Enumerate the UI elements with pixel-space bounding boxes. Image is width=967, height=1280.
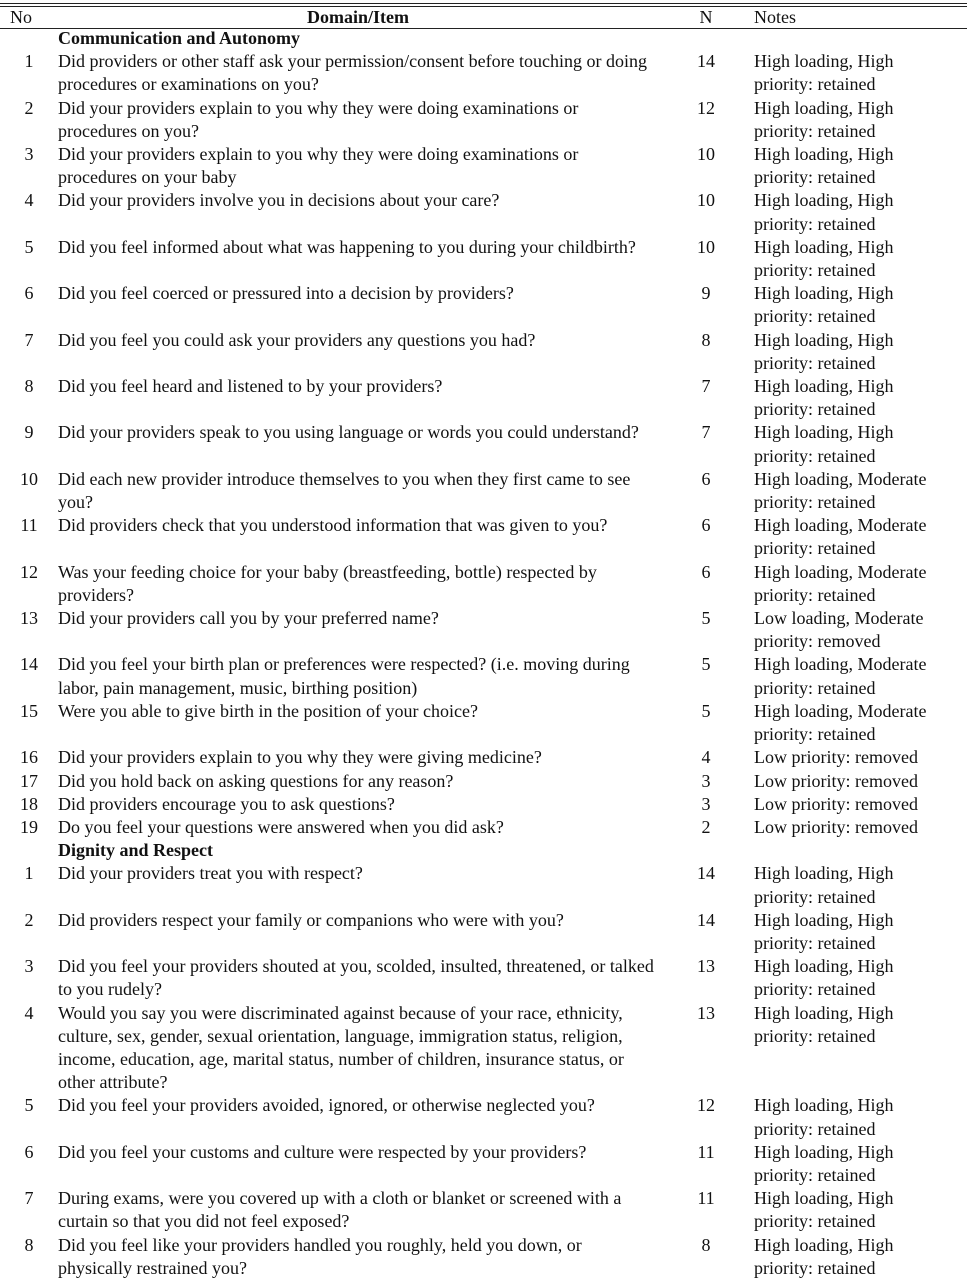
item-number: 2	[24, 97, 34, 118]
notes-line-2: priority: retained	[754, 352, 876, 373]
table-row	[0, 1234, 967, 1280]
item-number: 4	[24, 1002, 34, 1023]
item-number: 3	[24, 956, 34, 977]
item-notes	[754, 375, 967, 421]
notes-line-2: priority: retained	[754, 213, 876, 234]
item-question: Did you feel heard and listened to by your providers?	[58, 376, 443, 397]
item-n-count: 12	[697, 1095, 715, 1116]
notes-line-1: High loading, High	[754, 51, 894, 72]
notes-line-1: High loading, Moderate	[754, 700, 927, 721]
item-question: Did you feel like your providers handled you roughly, held you down, or physically restrained you?	[58, 1234, 582, 1278]
notes-line-1: High loading, High	[754, 190, 894, 211]
notes-line-2: priority: retained	[754, 677, 876, 698]
table-row	[0, 793, 967, 816]
notes-line-2: priority: retained	[754, 886, 876, 907]
item-number: 3	[24, 144, 34, 165]
item-notes	[754, 236, 967, 282]
notes-line-1: High loading, High	[754, 956, 894, 977]
domain-no-cell	[0, 27, 58, 50]
table-row	[0, 1094, 967, 1140]
item-notes	[754, 653, 967, 699]
domain-row	[0, 839, 967, 862]
notes-line-2: priority: retained	[754, 120, 876, 141]
header-row	[0, 7, 967, 27]
domain-row	[0, 27, 967, 50]
item-question: Did you feel your birth plan or preferences were respected? (i.e. moving during labor, pain management, music, birthing position)	[58, 654, 630, 698]
notes-line-1: High loading, High	[754, 1141, 894, 1162]
notes-line-2: priority: retained	[754, 1257, 876, 1278]
item-n-count: 10	[697, 190, 715, 211]
item-n-count: 5	[701, 654, 711, 675]
item-notes	[754, 909, 967, 955]
item-n-count: 12	[697, 97, 715, 118]
item-n-count: 8	[701, 1234, 711, 1255]
item-question: Did your providers speak to you using language or words you could understand?	[58, 422, 639, 443]
table-row	[0, 862, 967, 908]
item-question: Did your providers treat you with respect?	[58, 863, 363, 884]
domain-heading: Communication and Autonomy	[58, 28, 301, 48]
item-notes	[754, 468, 967, 514]
table-row	[0, 421, 967, 467]
item-number: 1	[24, 51, 34, 72]
item-question: Did you feel coerced or pressured into a decision by providers?	[58, 283, 514, 304]
item-n-count: 9	[701, 283, 711, 304]
item-question: Did you feel you could ask your providers any questions you had?	[58, 329, 536, 350]
top-rule	[0, 3, 967, 4]
item-question: Did your providers explain to you why they were doing examinations or procedures on you?	[58, 97, 579, 141]
table-row	[0, 561, 967, 607]
item-n-count: 6	[701, 468, 711, 489]
table-row	[0, 816, 967, 839]
item-question: Did your providers call you by your preferred name?	[58, 608, 439, 629]
item-notes	[754, 862, 967, 908]
item-question: Did you feel your customs and culture were respected by your providers?	[58, 1141, 587, 1162]
notes-line-2: priority: retained	[754, 492, 876, 513]
header-no: No	[10, 7, 32, 27]
item-question: Was your feeding choice for your baby (breastfeeding, bottle) respected by providers?	[58, 561, 597, 605]
notes-line-2: priority: retained	[754, 724, 876, 745]
item-n-count: 14	[697, 909, 715, 930]
item-number: 15	[20, 700, 38, 721]
item-n-count: 5	[701, 608, 711, 629]
notes-line-1: High loading, High	[754, 909, 894, 930]
notes-line-2: priority: retained	[754, 1025, 876, 1046]
item-question: Did you feel your providers shouted at you, scolded, insulted, threatened, or talked to you rudely?	[58, 956, 654, 1000]
item-number: 6	[24, 283, 34, 304]
notes-line-2: priority: retained	[754, 584, 876, 605]
table-row	[0, 653, 967, 699]
item-number: 17	[20, 770, 38, 791]
notes-line-1: High loading, High	[754, 144, 894, 165]
header-n: N	[699, 7, 713, 27]
item-number: 4	[24, 190, 34, 211]
item-n-count: 5	[701, 700, 711, 721]
item-notes	[754, 700, 967, 746]
header-domain-item: Domain/Item	[307, 7, 409, 27]
table-row	[0, 1141, 967, 1187]
item-notes	[754, 561, 967, 607]
item-n-count: 14	[697, 51, 715, 72]
table-row	[0, 329, 967, 375]
item-notes	[754, 189, 967, 235]
item-notes	[754, 793, 967, 816]
item-notes	[754, 1094, 967, 1140]
item-notes	[754, 1234, 967, 1280]
item-number: 18	[20, 793, 38, 814]
item-number: 7	[24, 329, 34, 350]
notes-line-1: Low priority: removed	[754, 793, 918, 814]
item-notes	[754, 746, 967, 769]
item-n-count: 6	[701, 561, 711, 582]
notes-line-1: High loading, Moderate	[754, 654, 927, 675]
item-notes	[754, 143, 967, 189]
notes-line-2: priority: retained	[754, 399, 876, 420]
notes-line-2: priority: retained	[754, 74, 876, 95]
notes-line-2: priority: retained	[754, 538, 876, 559]
item-notes	[754, 770, 967, 793]
table-body	[0, 27, 967, 1280]
header-notes: Notes	[754, 7, 796, 27]
item-n-count: 6	[701, 515, 711, 536]
notes-line-1: High loading, High	[754, 97, 894, 118]
notes-line-1: Low priority: removed	[754, 770, 918, 791]
table-row	[0, 97, 967, 143]
notes-line-1: Low priority: removed	[754, 816, 918, 837]
table-row	[0, 955, 967, 1001]
item-notes	[754, 955, 967, 1001]
item-n-count: 11	[697, 1141, 715, 1162]
item-question: Did each new provider introduce themselves to you when they first came to see you?	[58, 468, 631, 513]
item-number: 14	[20, 654, 38, 675]
item-question: Did providers check that you understood information that was given to you?	[58, 515, 608, 536]
item-n-count: 10	[697, 144, 715, 165]
item-question: During exams, were you covered up with a cloth or blanket or screened with a curtain so that you did not feel exposed?	[58, 1188, 622, 1232]
item-question: Did you feel informed about what was happening to you during your childbirth?	[58, 236, 636, 257]
item-number: 13	[20, 608, 38, 629]
item-n-count: 7	[701, 422, 711, 443]
item-number: 11	[20, 515, 38, 536]
table-row	[0, 607, 967, 653]
item-notes	[754, 607, 967, 653]
item-number: 7	[24, 1188, 34, 1209]
item-notes	[754, 282, 967, 328]
item-number: 5	[24, 236, 34, 257]
domain-heading: Dignity and Respect	[58, 840, 214, 861]
notes-line-1: High loading, High	[754, 1002, 894, 1023]
notes-line-1: High loading, High	[754, 863, 894, 884]
notes-line-2: priority: retained	[754, 306, 876, 327]
item-n-count: 10	[697, 236, 715, 257]
table-row	[0, 189, 967, 235]
item-notes	[754, 50, 967, 96]
notes-line-1: High loading, Moderate	[754, 515, 927, 536]
item-n-count: 7	[701, 376, 711, 397]
notes-line-1: High loading, Moderate	[754, 468, 927, 489]
item-notes	[754, 329, 967, 375]
notes-line-1: High loading, High	[754, 329, 894, 350]
item-number: 1	[24, 863, 34, 884]
item-notes	[754, 1002, 967, 1095]
item-number: 10	[20, 468, 38, 489]
notes-line-1: High loading, High	[754, 1188, 894, 1209]
item-number: 6	[24, 1141, 34, 1162]
item-n-count: 8	[701, 329, 711, 350]
notes-line-2: priority: retained	[754, 260, 876, 281]
table-row	[0, 468, 967, 514]
table-row	[0, 1002, 967, 1095]
domain-no-cell	[0, 839, 58, 862]
table-row	[0, 282, 967, 328]
item-n-count: 2	[701, 816, 711, 837]
item-n-count: 11	[697, 1188, 715, 1209]
notes-line-2: priority: retained	[754, 979, 876, 1000]
item-question: Did you hold back on asking questions for any reason?	[58, 770, 454, 791]
notes-line-1: Low priority: removed	[754, 747, 918, 768]
notes-line-2: priority: retained	[754, 1118, 876, 1139]
item-notes	[754, 816, 967, 839]
table-row	[0, 236, 967, 282]
notes-line-1: High loading, High	[754, 1234, 894, 1255]
items-table	[0, 7, 967, 1280]
item-question: Did providers or other staff ask your permission/consent before touching or doing procedures or examinations on you?	[58, 51, 648, 95]
item-question: Did you feel your providers avoided, ignored, or otherwise neglected you?	[58, 1095, 595, 1116]
notes-line-1: High loading, Moderate	[754, 561, 927, 582]
table-row	[0, 746, 967, 769]
item-number: 16	[20, 747, 38, 768]
notes-line-1: High loading, High	[754, 283, 894, 304]
item-question: Do you feel your questions were answered when you did ask?	[58, 816, 504, 837]
item-n-count: 4	[701, 747, 711, 768]
table-row	[0, 50, 967, 96]
notes-line-2: priority: retained	[754, 1211, 876, 1232]
notes-line-2: priority: retained	[754, 167, 876, 188]
item-number: 2	[24, 909, 34, 930]
table-row	[0, 700, 967, 746]
notes-line-1: High loading, High	[754, 376, 894, 397]
item-n-count: 3	[701, 793, 711, 814]
item-number: 19	[20, 816, 38, 837]
notes-line-1: High loading, High	[754, 1095, 894, 1116]
table-row	[0, 143, 967, 189]
notes-line-1: High loading, High	[754, 422, 894, 443]
item-notes	[754, 514, 967, 560]
item-n-count: 13	[697, 1002, 715, 1023]
item-question: Did providers encourage you to ask questions?	[58, 793, 395, 814]
item-n-count: 3	[701, 770, 711, 791]
item-notes	[754, 97, 967, 143]
item-question: Did your providers explain to you why they were doing examinations or procedures on your baby	[58, 144, 579, 188]
item-number: 8	[24, 1234, 34, 1255]
notes-line-1: High loading, High	[754, 236, 894, 257]
table-row	[0, 514, 967, 560]
table-row	[0, 909, 967, 955]
notes-line-2: priority: retained	[754, 445, 876, 466]
item-number: 12	[20, 561, 38, 582]
item-n-count: 13	[697, 956, 715, 977]
item-question: Did providers respect your family or companions who were with you?	[58, 909, 564, 930]
table-row	[0, 770, 967, 793]
notes-line-2: priority: retained	[754, 1164, 876, 1185]
item-question: Did your providers explain to you why they were giving medicine?	[58, 747, 542, 768]
notes-line-2: priority: removed	[754, 631, 881, 652]
item-number: 8	[24, 376, 34, 397]
item-question: Did your providers involve you in decisions about your care?	[58, 190, 500, 211]
item-notes	[754, 1141, 967, 1187]
notes-line-1: Low loading, Moderate	[754, 608, 924, 629]
item-question: Would you say you were discriminated against because of your race, ethnicity, culture, sex, gender, sexual orientation, language, immigration status, religion, income, education, age, marital status, number of children, insurance status, or other attribute?	[58, 1002, 624, 1093]
item-notes	[754, 421, 967, 467]
item-notes	[754, 1187, 967, 1233]
table-row	[0, 375, 967, 421]
table-row	[0, 1187, 967, 1233]
item-question: Were you able to give birth in the position of your choice?	[58, 700, 478, 721]
item-number: 5	[24, 1095, 34, 1116]
item-n-count: 14	[697, 863, 715, 884]
notes-line-2: priority: retained	[754, 932, 876, 953]
item-number: 9	[24, 422, 34, 443]
